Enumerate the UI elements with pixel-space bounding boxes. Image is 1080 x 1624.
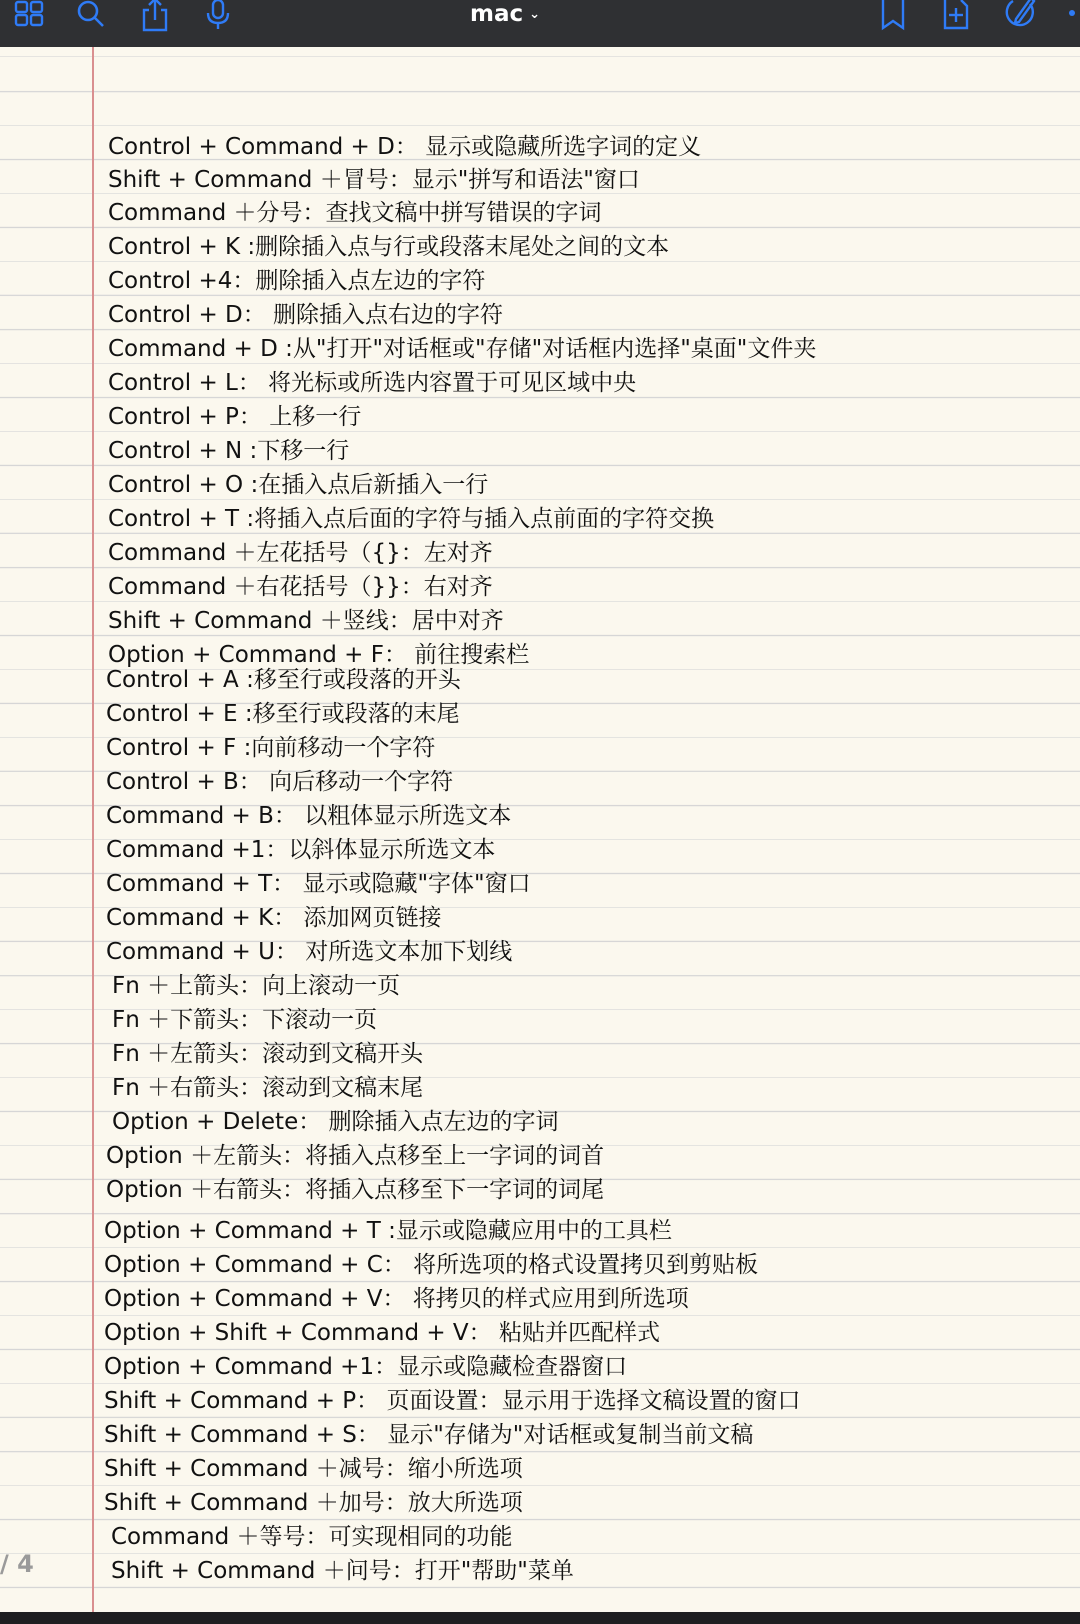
shortcut-line: Command ＋等号：可实现相同的功能 [111,1524,513,1550]
document-title[interactable] [470,0,540,30]
shortcut-line: Option + Command + C： 将所选项的格式设置拷贝到剪贴板 [104,1252,759,1278]
margin-line [92,47,94,1612]
shortcut-line: Option + Command +1：显示或隐藏检查器窗口 [104,1354,628,1380]
shortcut-line: Shift + Command ＋减号：缩小所选项 [104,1456,523,1482]
shortcut-line: Control + E :移至行或段落的末尾 [106,701,460,727]
bottom-bar [0,1612,1080,1624]
shortcut-line: Command ＋分号：查找文稿中拼写错误的字词 [108,200,602,226]
shortcut-line: Command + B： 以粗体显示所选文本 [106,803,512,829]
shortcut-line: Command + U： 对所选文本加下划线 [106,939,513,965]
shortcut-line: Shift + Command ＋冒号：显示"拼写和语法"窗口 [108,167,640,193]
shortcut-line: Shift + Command + P： 页面设置：显示用于选择文稿设置的窗口 [104,1388,801,1414]
shortcut-line: Option + Command + F： 前往搜索栏 [108,642,530,668]
shortcut-line: Control + N :下移一行 [108,438,350,464]
shortcut-line: Shift + Command + S： 显示"存储为"对话框或复制当前文稿 [104,1422,754,1448]
chevron-down-icon: ⌄ [529,7,541,22]
shortcut-line: Control + O :在插入点后新插入一行 [108,472,489,498]
shortcut-line: Option ＋左箭头：将插入点移至上一字词的词首 [106,1143,605,1169]
page-indicator: / 4 [0,1550,34,1578]
search-icon[interactable] [74,0,108,34]
shortcut-line: Control + T :将插入点后面的字符与插入点前面的字符交换 [108,506,715,532]
shortcut-line: Option + Delete： 删除插入点左边的字词 [112,1109,559,1135]
shortcut-line: Fn ＋左箭头：滚动到文稿开头 [112,1041,424,1067]
markup-pen-icon[interactable] [1003,0,1037,34]
shortcut-line: Control + D： 删除插入点右边的字符 [108,302,504,328]
shortcut-line: Command +1：以斜体显示所选文本 [106,837,496,863]
shortcut-line: Command + D :从"打开"对话框或"存储"对话框内选择"桌面"文件夹 [108,336,817,362]
shortcut-line: Command ＋右花括号（}}：右对齐 [108,574,493,600]
shortcut-line: Fn ＋右箭头：滚动到文稿末尾 [112,1075,424,1101]
grid-icon[interactable] [12,0,46,34]
shortcut-line: Command + T： 显示或隐藏"字体"窗口 [106,871,531,897]
shortcut-line: Control +4：删除插入点左边的字符 [108,268,486,294]
share-icon[interactable] [138,0,172,34]
top-toolbar [0,0,1080,47]
microphone-icon[interactable] [201,0,235,34]
shortcut-line: Fn ＋下箭头：下滚动一页 [112,1007,378,1033]
shortcut-line: Command + K： 添加网页链接 [106,905,442,931]
shortcut-line: Command ＋左花括号（{}：左对齐 [108,540,493,566]
shortcut-line: Option + Shift + Command + V： 粘贴并匹配样式 [104,1320,660,1346]
shortcut-line: Option + Command + V： 将拷贝的样式应用到所选项 [104,1286,689,1312]
shortcut-line: Control + P： 上移一行 [108,404,362,430]
document-title-text: mac [470,1,524,27]
shortcut-line: Shift + Command ＋加号：放大所选项 [104,1490,523,1516]
shortcut-line: Fn ＋上箭头：向上滚动一页 [112,973,401,999]
shortcut-line: Control + Command + D： 显示或隐藏所选字词的定义 [108,134,702,160]
add-page-icon[interactable] [940,0,974,34]
more-indicator-dot [1069,10,1075,16]
shortcut-line: Control + F :向前移动一个字符 [106,735,436,761]
shortcut-line: Option + Command + T :显示或隐藏应用中的工具栏 [104,1218,672,1244]
shortcut-line: Shift + Command ＋问号：打开"帮助"菜单 [111,1558,574,1584]
shortcut-line: Shift + Command ＋竖线：居中对齐 [108,608,504,634]
shortcut-line: Control + B： 向后移动一个字符 [106,769,454,795]
bookmark-icon[interactable] [876,0,910,34]
shortcut-line: Control + L： 将光标或所选内容置于可见区域中央 [108,370,637,396]
shortcut-line: Option ＋右箭头：将插入点移至下一字词的词尾 [106,1177,605,1203]
shortcut-line: Control + K :删除插入点与行或段落末尾处之间的文本 [108,234,670,260]
shortcut-line: Control + A :移至行或段落的开头 [106,667,461,693]
